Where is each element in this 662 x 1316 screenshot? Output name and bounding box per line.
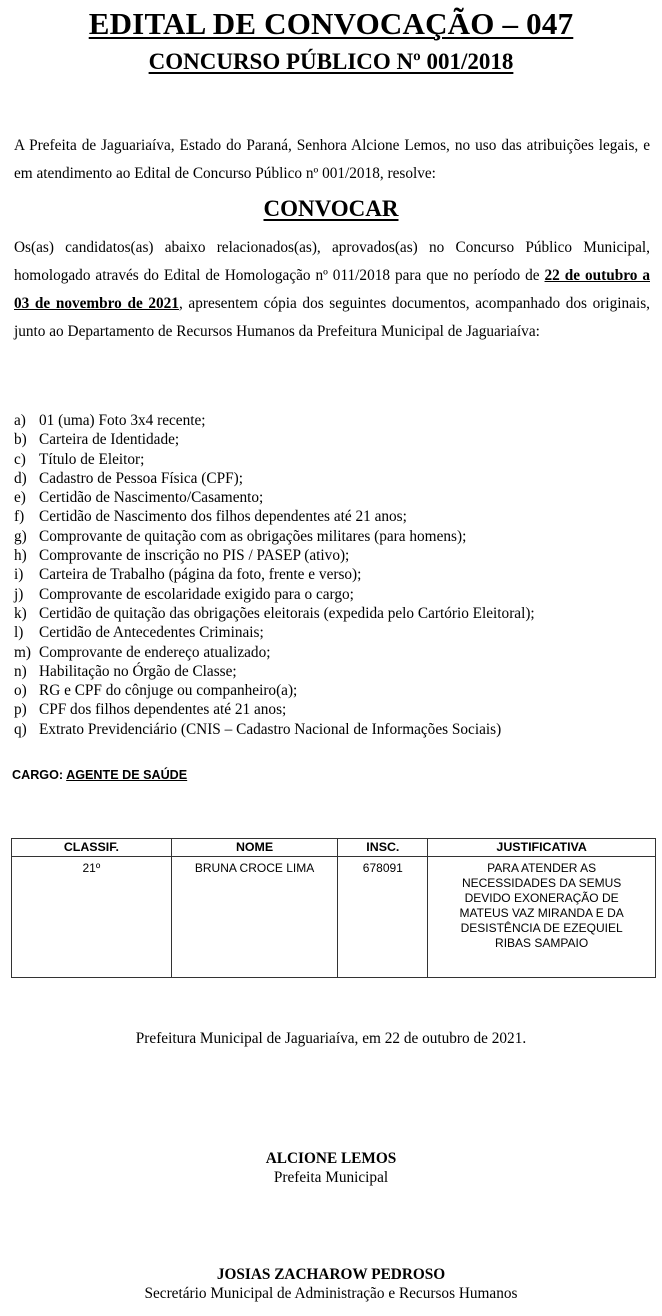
documents-list [14, 411, 535, 739]
list-marker: h) [14, 547, 27, 565]
list-item [14, 681, 535, 700]
list-item [14, 585, 535, 604]
list-item-text: Cadastro de Pessoa Física (CPF); [39, 469, 243, 487]
list-item-text: Extrato Previdenciário (CNIS – Cadastro Nacional de Informações Sociais) [39, 720, 502, 738]
closing-date-line: Prefeitura Municipal de Jaguariaíva, em 22 de outubro de 2021. [135, 1030, 527, 1047]
list-marker: b) [14, 431, 27, 449]
list-item [14, 488, 535, 507]
cell-insc: 678091 [338, 857, 428, 978]
document-title: EDITAL DE CONVOCAÇÃO – 047 [88, 6, 574, 41]
list-item [14, 469, 535, 488]
signature-role: Prefeita Municipal [273, 1169, 389, 1186]
list-item [14, 450, 535, 469]
action-heading: CONVOCAR [263, 196, 399, 221]
list-item [14, 643, 535, 662]
table-row [12, 857, 656, 978]
list-marker: j) [14, 585, 24, 603]
cell-justificativa: PARA ATENDER AS NECESSIDADES DA SEMUS DEVIDO EXONERAÇÃO DE MATEUS VAZ MIRANDA E DA DESISTÊNCIA DE EZEQUIEL RIBAS SAMPAIO [428, 857, 656, 978]
header-nome: NOME [171, 839, 338, 857]
list-item-text: Comprovante de quitação com as obrigações militares (para homens); [39, 527, 467, 545]
list-item-text: Certidão de quitação das obrigações eleitorais (expedida pelo Cartório Eleitoral); [39, 604, 535, 622]
list-item [14, 662, 535, 681]
body-paragraph [14, 234, 650, 346]
list-marker: g) [14, 527, 27, 545]
list-item-text: Comprovante de endereço atualizado; [39, 643, 271, 661]
list-marker: n) [14, 662, 27, 680]
list-marker: f) [14, 508, 25, 526]
list-item [14, 546, 535, 565]
signature-name: JOSIAS ZACHAROW PEDROSO [216, 1266, 446, 1283]
list-item [14, 720, 535, 739]
list-item-text: Comprovante de inscrição no PIS / PASEP (ativo); [39, 547, 350, 565]
signature-name: ALCIONE LEMOS [265, 1150, 397, 1167]
candidates-table [11, 838, 656, 978]
list-item [14, 507, 535, 526]
list-marker: q) [14, 720, 27, 738]
header-classif: CLASSIF. [12, 839, 172, 857]
cargo-value: AGENTE DE SAÚDE [66, 768, 188, 782]
list-item-text: Título de Eleitor; [39, 450, 145, 468]
cell-classif: 21º [12, 857, 172, 978]
list-item [14, 430, 535, 449]
list-marker: o) [14, 682, 27, 700]
table-header-row [12, 839, 656, 857]
list-item-text: Certidão de Nascimento dos filhos dependentes até 21 anos; [39, 508, 407, 526]
list-item-text: Carteira de Trabalho (página da foto, frente e verso); [39, 566, 362, 584]
list-item-text: Habilitação no Órgão de Classe; [39, 662, 237, 680]
list-marker: p) [14, 701, 27, 719]
list-item [14, 565, 535, 584]
list-marker: i) [14, 566, 24, 584]
cargo-label: CARGO: [12, 768, 64, 782]
list-item [14, 604, 535, 623]
list-item-text: 01 (uma) Foto 3x4 recente; [39, 412, 206, 429]
header-insc: INSC. [338, 839, 428, 857]
list-item-text: RG e CPF do cônjuge ou companheiro(a); [39, 682, 298, 700]
list-item-text: CPF dos filhos dependentes até 21 anos; [39, 701, 287, 719]
body-text-after: , apresentem cópia dos seguintes documentos, acompanhado dos originais, junto ao Departamento de Recursos Humanos da Prefeitura Municipal de Jaguariaíva: [14, 295, 650, 340]
period-highlight: 22 de outubro a 03 de novembro de 2021 [14, 267, 650, 312]
cargo-line [12, 767, 187, 783]
signature-block-mayor [0, 1149, 662, 1187]
body-text-before: Os(as) candidatos(as) abaixo relacionados(as), aprovados(as) no Concurso Público Municipal, homologado através do Edital de Homologação nº 011/2018 para que no período de [14, 239, 650, 284]
list-marker: k) [14, 604, 27, 622]
list-marker: e) [14, 489, 26, 507]
list-marker: m) [14, 643, 31, 661]
list-item-text: Carteira de Identidade; [39, 431, 180, 449]
document-subtitle: CONCURSO PÚBLICO Nº 001/2018 [148, 49, 514, 74]
list-marker: a) [14, 412, 26, 429]
cell-nome: BRUNA CROCE LIMA [171, 857, 338, 978]
signature-role: Secretário Municipal de Administração e Recursos Humanos [144, 1285, 518, 1302]
list-marker: c) [14, 450, 26, 468]
list-item-text: Certidão de Nascimento/Casamento; [39, 489, 264, 507]
list-item [14, 527, 535, 546]
list-item [14, 700, 535, 719]
list-marker: d) [14, 469, 27, 487]
signature-block-secretary [0, 1265, 662, 1303]
list-marker: l) [14, 624, 24, 642]
list-item [14, 411, 535, 430]
list-item-text: Certidão de Antecedentes Criminais; [39, 624, 264, 642]
list-item [14, 623, 535, 642]
header-justificativa: JUSTIFICATIVA [428, 839, 656, 857]
intro-paragraph: A Prefeita de Jaguariaíva, Estado do Paraná, Senhora Alcione Lemos, no uso das atribuições legais, e em atendimento ao Edital de Concurso Público nº 001/2018, resolve: [14, 137, 650, 182]
list-item-text: Comprovante de escolaridade exigido para o cargo; [39, 585, 354, 603]
